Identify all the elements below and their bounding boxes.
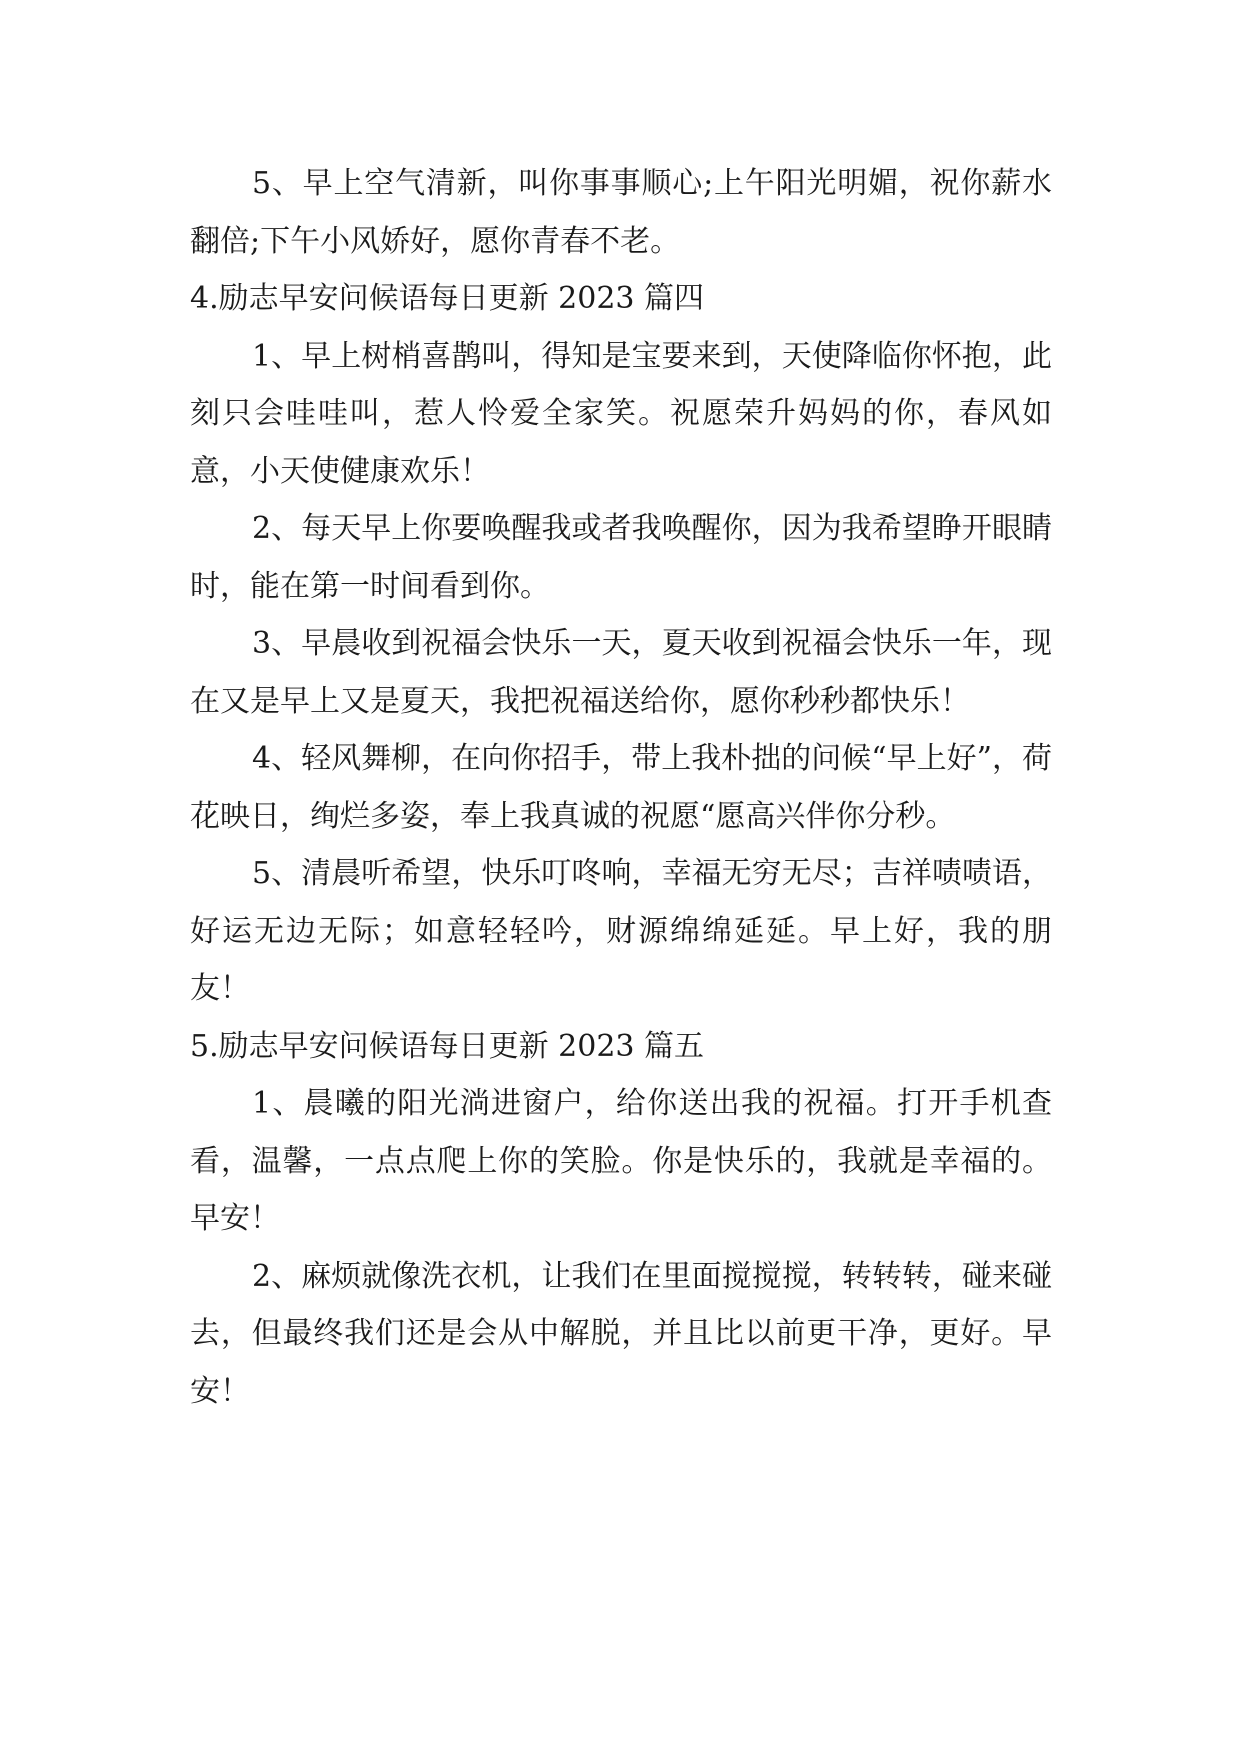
document-body — [190, 155, 1052, 1420]
paragraph-item-2-washer: 2、麻烦就像洗衣机，让我们在里面搅搅搅，转转转，碰来碰去，但最终我们还是会从中解脱，并且比以前更干净，更好。早安！ — [190, 1258, 1052, 1409]
paragraph-item-1-sunlight: 1、晨曦的阳光淌进窗户，给你送出我的祝福。打开手机查看，温馨，一点点爬上你的笑脸。你是快乐的，我就是幸福的。早安！ — [190, 1086, 1052, 1236]
section-heading-4: 4.励志早安问候语每日更新 2023 篇四 — [190, 281, 705, 316]
section-heading-5: 5.励志早安问候语每日更新 2023 篇五 — [190, 1028, 705, 1064]
paragraph-item-2-wake: 2、每天早上你要唤醒我或者我唤醒你，因为我希望睁开眼睛时，能在第一时间看到你。 — [190, 511, 1052, 604]
paragraph-item-5-blessing: 5、早上空气清新，叫你事事顺心;上午阳光明媚，祝你薪水翻倍;下午小风娇好，愿你青春不老。 — [190, 166, 1052, 259]
paragraph-item-1-magpie: 1、早上树梢喜鹊叫，得知是宝要来到，天使降临你怀抱，此刻只会哇哇叫，惹人怜爱全家笑。祝愿荣升妈妈的你，春风如意，小天使健康欢乐！ — [190, 338, 1052, 489]
paragraph-item-4-breeze: 4、轻风舞柳，在向你招手，带上我朴拙的问候“早上好”，荷花映日，绚烂多姿，奉上我真诚的祝愿“愿高兴伴你分秒。 — [190, 741, 1052, 834]
paragraph-item-5-dawn: 5、清晨听希望，快乐叮咚响，幸福无穷无尽；吉祥啧啧语，好运无边无际；如意轻轻吟，财源绵绵延延。早上好，我的朋友！ — [190, 856, 1052, 1006]
paragraph-item-3-summer: 3、早晨收到祝福会快乐一天，夏天收到祝福会快乐一年，现在又是早上又是夏天，我把祝福送给你，愿你秒秒都快乐！ — [190, 626, 1052, 719]
